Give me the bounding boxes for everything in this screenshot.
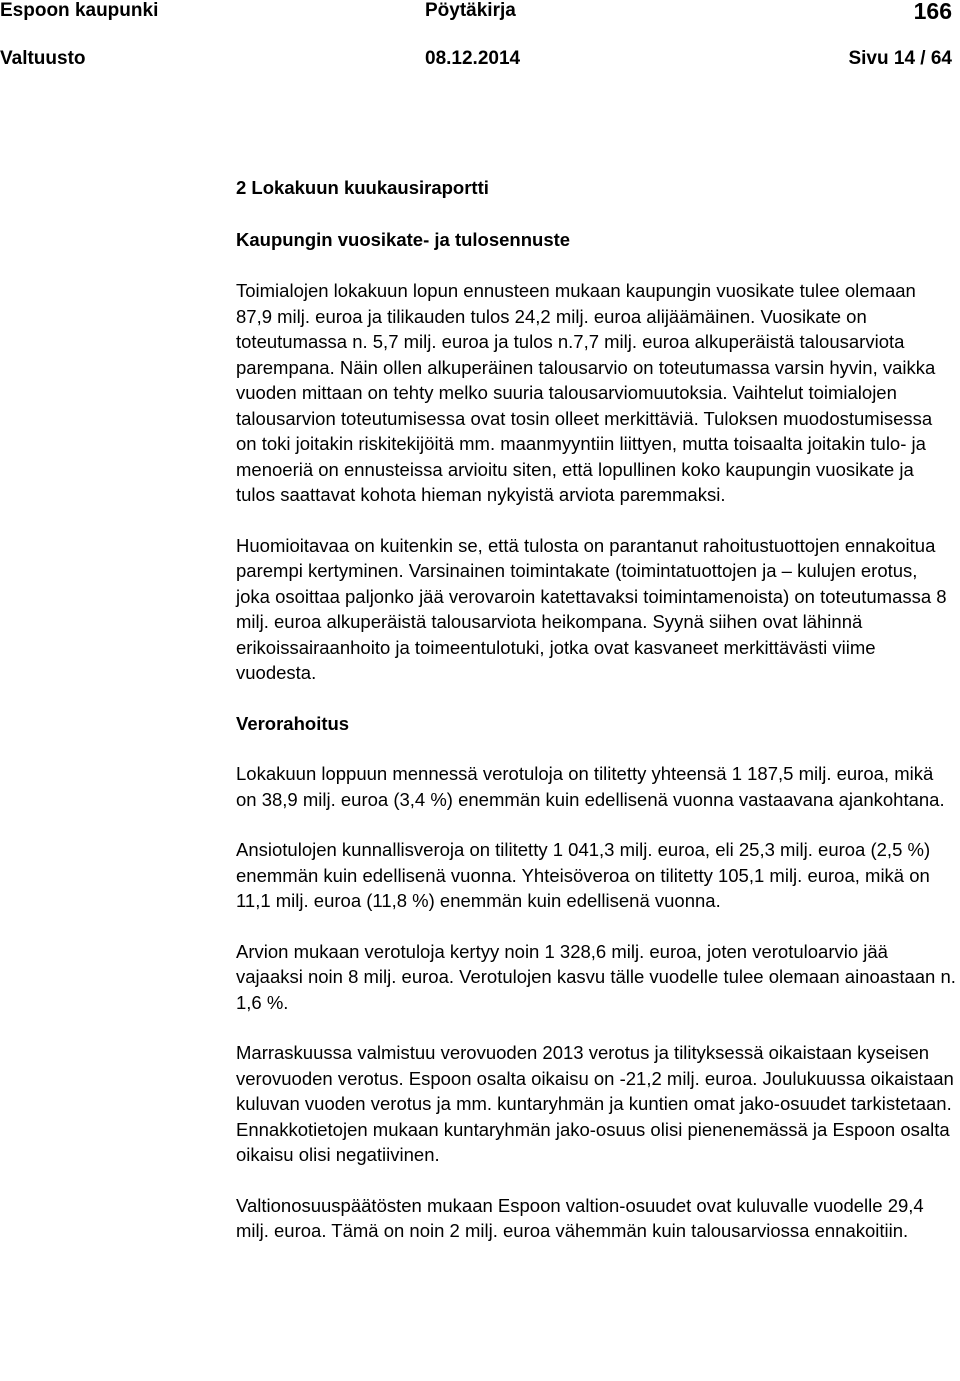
paragraph-arvio: Arvion mukaan verotuloja kertyy noin 1 328,6 milj. euroa, joten verotuloarvio jää vajaaksi noin 8 milj. euroa. Verotulojen kasvu tälle vuodelle tulee olemaan ainoastaan n. 1,6 %.	[236, 940, 956, 1013]
header-doc-type: Pöytäkirja	[425, 0, 516, 21]
subheading: Kaupungin vuosikate- ja tulosennuste	[236, 228, 571, 250]
verorahoitus-heading: Verorahoitus	[236, 712, 350, 734]
paragraph-vuosikate: Toimialojen lokakuun lopun ennusteen mukaan kaupungin vuosikate tulee olemaan 87,9 milj. euroa ja tilikauden tulos 24,2 milj. euroa alijäämäinen. Vuosikate on toteutumassa n. 5,7 milj. euroa ja tulos n.7,7 milj. euroa alkuperäistä talousarviota parempana. Näin ollen alkuperäinen talousarvio on toteutumassa varsin hyvin, vaikka vuoden mittaan on tehty melko suuria talousarviomuutoksia. Vaihtelut toimialojen talousarvion toteutumisessa ovat tosin olleet merkittäviä. Tuloksen muodostumisessa on toki joitakin riskitekijöitä mm. maanmyyntiin liittyen, mutta toisaalta joitakin tulo- ja menoeriä on ennusteissa arvioitu siten, että lopullinen koko kaupungin vuosikate ja tulos saattavat kohota hieman nykyistä arviota paremmaksi.	[236, 280, 936, 505]
header-row-2	[0, 48, 960, 74]
header-date: 08.12.2014	[425, 48, 521, 69]
paragraph-oikaisu: Marraskuussa valmistuu verovuoden 2013 verotus ja tilityksessä oikaistaan kyseisen verovuoden verotus. Espoon osalta oikaisu on -21,2 milj. euroa. Joulukuussa oikaistaan kuluvan vuoden verotus ja mm. kuntaryhmän ja kuntien omat jako-osuudet tarkistetaan. Ennakkotietojen mukaan kuntaryhmän jako-osuus olisi pienenemässä ja Espoon osalta oikaisu olisi negatiivinen.	[236, 1042, 954, 1165]
paragraph-toimintakate: Huomioitavaa on kuitenkin se, että tulosta on parantanut rahoitustuottojen ennakoitua parempi kertyminen. Varsinainen toimintakate (toimintatuottojen ja – kulujen erotus, joka osoittaa paljonko jää verovaroin katettavaksi toimintamenoista) on toteutumassa 8 milj. euroa alkuperäistä talousarviota heikompana. Syynä siihen ovat lähinnä erikoissairaanhoito ja toimeentulotuki, jotka ovat kasvaneet merkittävästi viime vuodesta.	[236, 534, 947, 683]
header-doc-number: 166	[913, 0, 952, 24]
document-body	[236, 175, 956, 1244]
paragraph-verotulot: Lokakuun loppuun mennessä verotuloja on tilitetty yhteensä 1 187,5 milj. euroa, mikä on 38,9 milj. euroa (3,4 %) enemmän kuin edellisenä vuonna vastaavana ajankohtana.	[236, 763, 945, 810]
header-row-1	[0, 0, 960, 26]
header-body: Valtuusto	[0, 48, 86, 69]
header-org: Espoon kaupunki	[0, 0, 159, 21]
header-page: Sivu 14 / 64	[848, 48, 952, 69]
section-title: 2 Lokakuun kuukausiraportti	[236, 177, 489, 198]
paragraph-kunnallisvero: Ansiotulojen kunnallisveroja on tilitetty 1 041,3 milj. euroa, eli 25,3 milj. euroa (2,5 %) enemmän kuin edellisenä vuonna. Yhteisöveroa on tilitetty 105,1 milj. euroa, mikä on 11,1 milj. euroa (11,8 %) enemmän kuin edellisenä vuonna.	[236, 839, 931, 911]
paragraph-valtionosuus: Valtionosuuspäätösten mukaan Espoon valtion-osuudet ovat kuluvalle vuodelle 29,4 milj. euroa. Tämä on noin 2 milj. euroa vähemmän kuin talousarviossa ennakoitiin.	[236, 1194, 924, 1241]
